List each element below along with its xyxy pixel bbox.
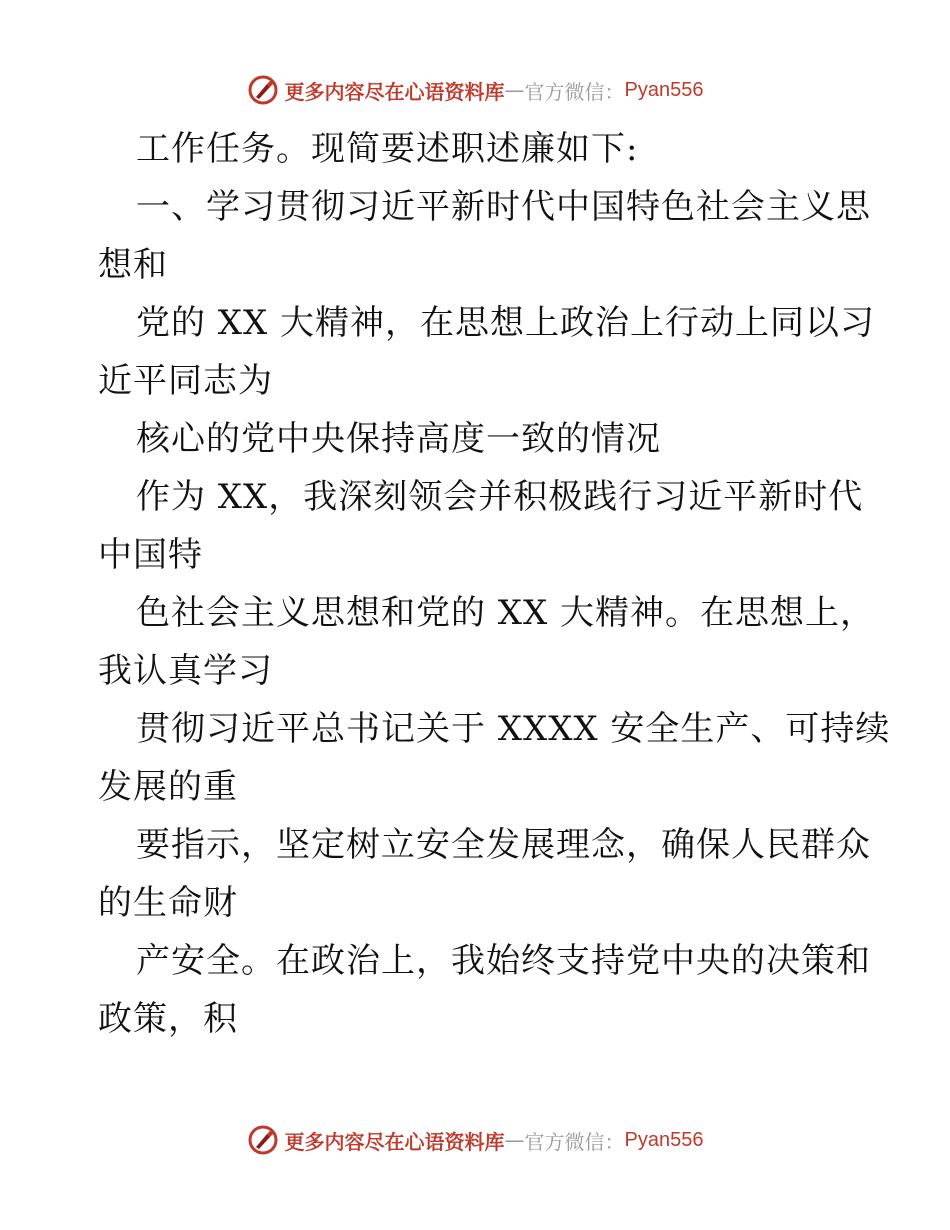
header-site-text: 更多内容尽在心语资料库 bbox=[284, 79, 505, 104]
body-text-line: 政策，积 bbox=[98, 999, 238, 1039]
pen-logo-icon bbox=[247, 74, 279, 106]
body-text-line: 中国特 bbox=[98, 535, 203, 575]
body-text-line: 党的 XX 大精神，在思想上政治上行动上同以习 bbox=[136, 303, 876, 343]
header-banner bbox=[0, 70, 950, 110]
header-separator: — bbox=[504, 78, 525, 102]
footer-separator: — bbox=[504, 1128, 525, 1152]
body-text-line: 想和 bbox=[98, 245, 168, 285]
body-text-line: 工作任务。现简要述职述廉如下: bbox=[136, 129, 639, 169]
body-text-line: 贯彻习近平总书记关于 XXXX 安全生产、可持续 bbox=[136, 709, 891, 749]
body-text-line: 作为 XX，我深刻领会并积极践行习近平新时代 bbox=[136, 477, 864, 517]
body-text-line: 发展的重 bbox=[98, 767, 238, 807]
body-text-line: 产安全。在政治上，我始终支持党中央的决策和 bbox=[136, 941, 871, 981]
body-text-line: 核心的党中央保持高度一致的情况 bbox=[136, 419, 661, 459]
footer-wechat-label: 官方微信： bbox=[524, 1129, 625, 1154]
footer-wechat-id: Pyan556 bbox=[624, 1128, 704, 1151]
body-text-line: 近平同志为 bbox=[98, 361, 273, 401]
body-text-line: 的生命财 bbox=[98, 883, 238, 923]
header-wechat-id: Pyan556 bbox=[624, 78, 704, 101]
body-text-line: 色社会主义思想和党的 XX 大精神。在思想上， bbox=[136, 593, 876, 633]
footer-site-text: 更多内容尽在心语资料库 bbox=[284, 1129, 505, 1154]
body-text-line: 我认真学习 bbox=[98, 651, 273, 691]
body-text-line: 一、学习贯彻习近平新时代中国特色社会主义思 bbox=[136, 187, 871, 227]
footer-banner bbox=[0, 1120, 950, 1160]
pen-logo-icon bbox=[247, 1124, 279, 1156]
body-text-line: 要指示，坚定树立安全发展理念，确保人民群众 bbox=[136, 825, 871, 865]
document-body bbox=[98, 120, 891, 1048]
header-wechat-label: 官方微信： bbox=[524, 79, 625, 104]
